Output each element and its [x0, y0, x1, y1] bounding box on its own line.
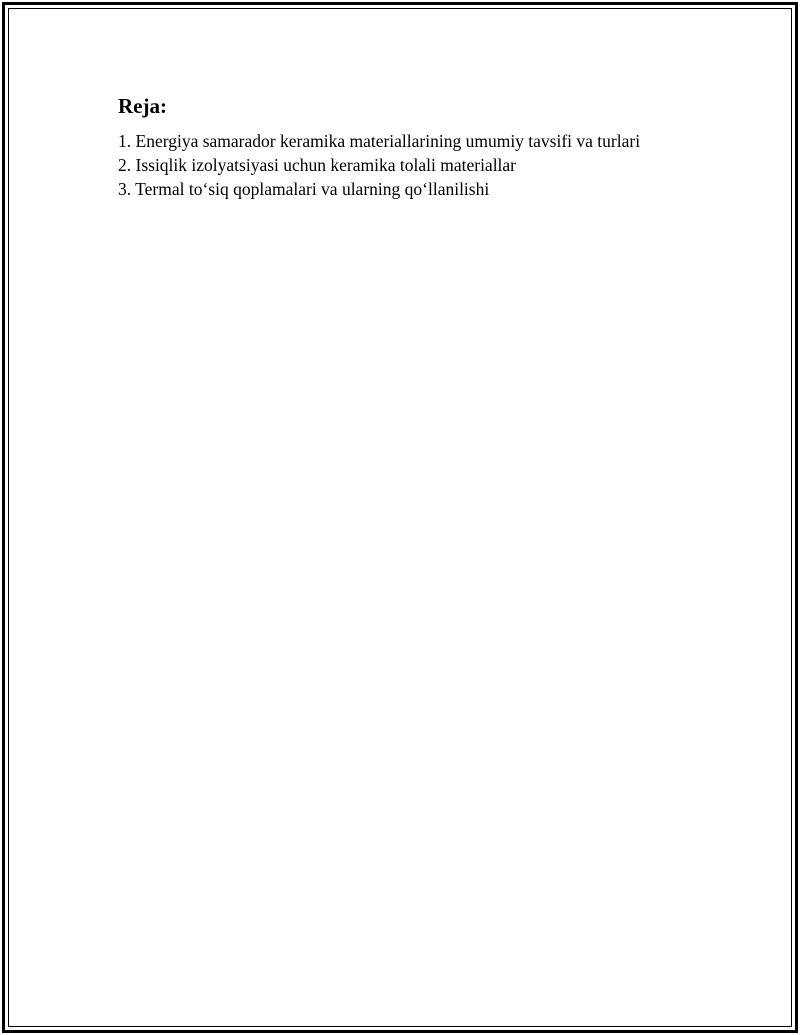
plan-heading: Reja: [118, 94, 167, 118]
plan-section [118, 93, 718, 201]
plan-item-1: 1. Energiya samarador keramika materiallarining umumiy tavsifi va turlari [118, 131, 641, 151]
plan-item-3: 3. Termal to‘siq qoplamalari va ularning qo‘llanilishi [118, 179, 490, 199]
plan-item-2: 2. Issiqlik izolyatsiyasi uchun keramika tolali materiallar [118, 155, 517, 175]
plan-list [118, 129, 718, 201]
